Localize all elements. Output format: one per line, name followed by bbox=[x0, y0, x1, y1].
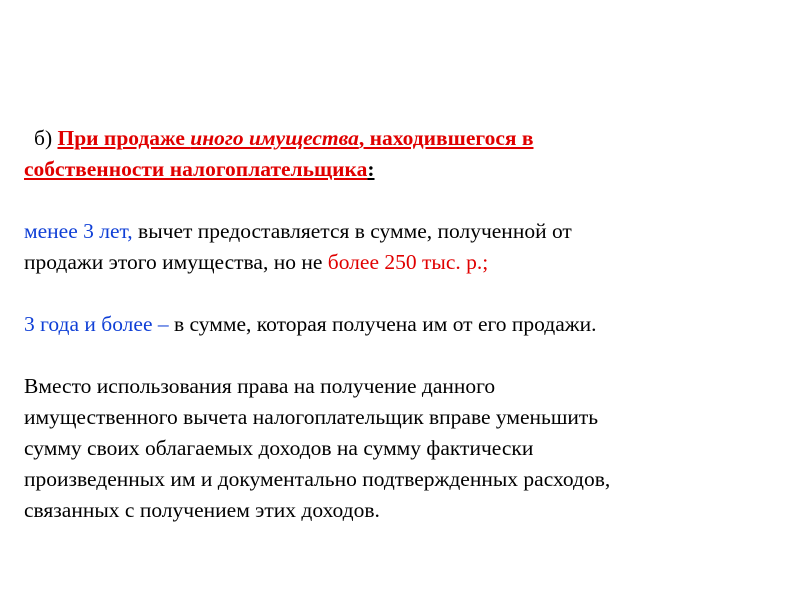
spacer bbox=[24, 278, 784, 309]
heading-bold-part1: При продаже bbox=[57, 126, 191, 150]
heading-bold-part2: , находившегося в bbox=[358, 126, 534, 150]
spacer bbox=[24, 185, 784, 216]
three-years-label: 3 года и более bbox=[24, 312, 153, 336]
alternative-line: сумму своих облагаемых доходов на сумму фактически bbox=[24, 436, 534, 460]
heading-paragraph bbox=[24, 123, 784, 185]
slide-content bbox=[24, 123, 784, 526]
heading-bold-part3: собственности налогоплательщика bbox=[24, 157, 368, 181]
three-years-text: в сумме, которая получена им от его продажи. bbox=[174, 312, 597, 336]
alternative-line: связанных с получением этих доходов. bbox=[24, 498, 380, 522]
less-than-3-years-paragraph bbox=[24, 216, 784, 278]
spacer bbox=[24, 340, 784, 371]
heading-colon: : bbox=[367, 157, 375, 181]
alternative-line: произведенных им и документально подтвержденных расходов, bbox=[24, 467, 611, 491]
alternative-line: имущественного вычета налогоплательщик вправе уменьшить bbox=[24, 405, 599, 429]
alternative-line: Вместо использования права на получение данного bbox=[24, 374, 496, 398]
alternative-paragraph bbox=[24, 371, 784, 526]
heading-prefix: б) bbox=[34, 126, 58, 150]
dash: – bbox=[152, 312, 174, 336]
deduction-text-line2: продажи этого имущества, но не bbox=[24, 250, 328, 274]
less-than-3-years-label: менее 3 лет, bbox=[24, 219, 133, 243]
heading-italic-part: иного имущества bbox=[190, 126, 359, 150]
deduction-limit: более 250 тыс. р.; bbox=[327, 250, 489, 274]
three-years-paragraph bbox=[24, 309, 784, 340]
deduction-text-line1: вычет предоставляется в сумме, полученной от bbox=[132, 219, 572, 243]
